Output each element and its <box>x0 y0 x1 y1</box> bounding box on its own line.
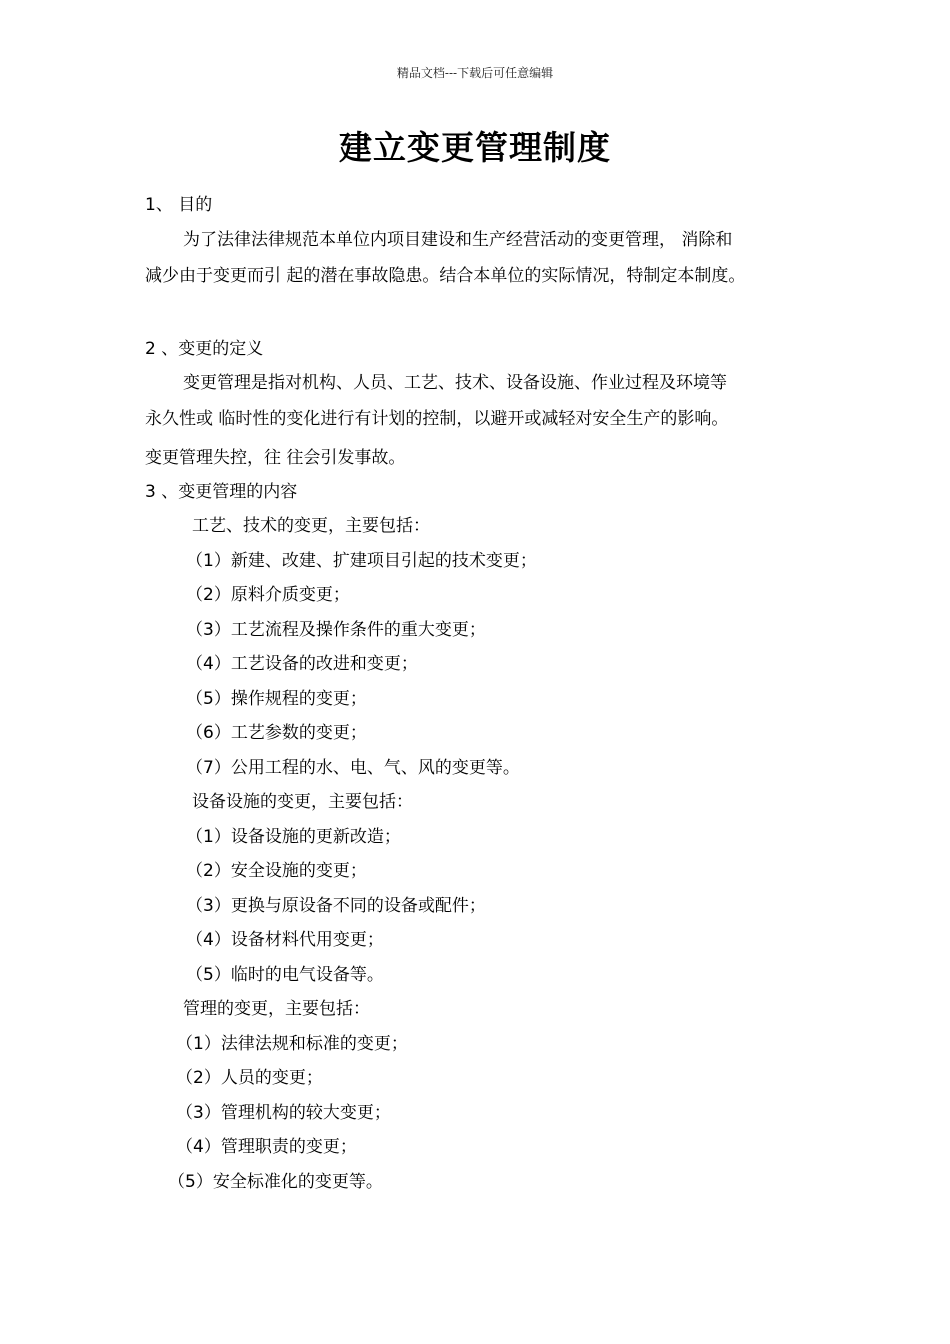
list-item: （1）新建、改建、扩建项目引起的技术变更； <box>186 551 537 571</box>
list-item: （4）设备材料代用变更； <box>186 930 384 950</box>
section-1-heading: 1、 目的 <box>145 195 213 215</box>
management-changes-intro: 管理的变更，主要包括： <box>183 999 370 1019</box>
list-item: （2）人员的变更； <box>176 1068 323 1088</box>
process-changes-intro: 工艺、技术的变更，主要包括： <box>192 516 430 536</box>
list-item: （5）临时的电气设备等。 <box>186 965 384 985</box>
list-item: （5）操作规程的变更； <box>186 689 367 709</box>
list-item: （4）管理职责的变更； <box>176 1137 357 1157</box>
definition-paragraph-line-3: 变更管理失控，往 往会引发事故。 <box>145 448 406 468</box>
purpose-paragraph-line-1: 为了法律法律规范本单位内项目建设和生产经营活动的变更管理， 消除和 <box>183 230 733 250</box>
page-header: 精品文档---下载后可任意编辑 <box>396 66 554 80</box>
list-item: （1）法律法规和标准的变更； <box>176 1034 408 1054</box>
list-item: （2）安全设施的变更； <box>186 861 367 881</box>
definition-paragraph-line-2: 永久性或 临时性的变化进行有计划的控制，以避开或减轻对安全生产的影响。 <box>145 409 729 429</box>
list-item: （5）安全标准化的变更等。 <box>168 1172 383 1192</box>
definition-paragraph-line-1: 变更管理是指对机构、人员、工艺、技术、设备设施、作业过程及环境等 <box>183 373 727 393</box>
list-item: （3）管理机构的较大变更； <box>176 1103 391 1123</box>
section-2-heading: 2 、变更的定义 <box>145 339 264 359</box>
section-3-heading: 3 、变更管理的内容 <box>145 482 298 502</box>
list-item: （6）工艺参数的变更； <box>186 723 367 743</box>
list-item: （3）更换与原设备不同的设备或配件； <box>186 896 486 916</box>
purpose-paragraph-line-2: 减少由于变更而引 起的潜在事故隐患。结合本单位的实际情况，特制定本制度。 <box>145 266 746 286</box>
list-item: （1）设备设施的更新改造； <box>186 827 401 847</box>
document-title: 建立变更管理制度 <box>339 128 611 167</box>
list-item: （7）公用工程的水、电、气、风的变更等。 <box>186 758 520 778</box>
list-item: （4）工艺设备的改进和变更； <box>186 654 418 674</box>
equipment-changes-intro: 设备设施的变更，主要包括： <box>192 792 413 812</box>
list-item: （2）原料介质变更； <box>186 585 350 605</box>
list-item: （3）工艺流程及操作条件的重大变更； <box>186 620 486 640</box>
